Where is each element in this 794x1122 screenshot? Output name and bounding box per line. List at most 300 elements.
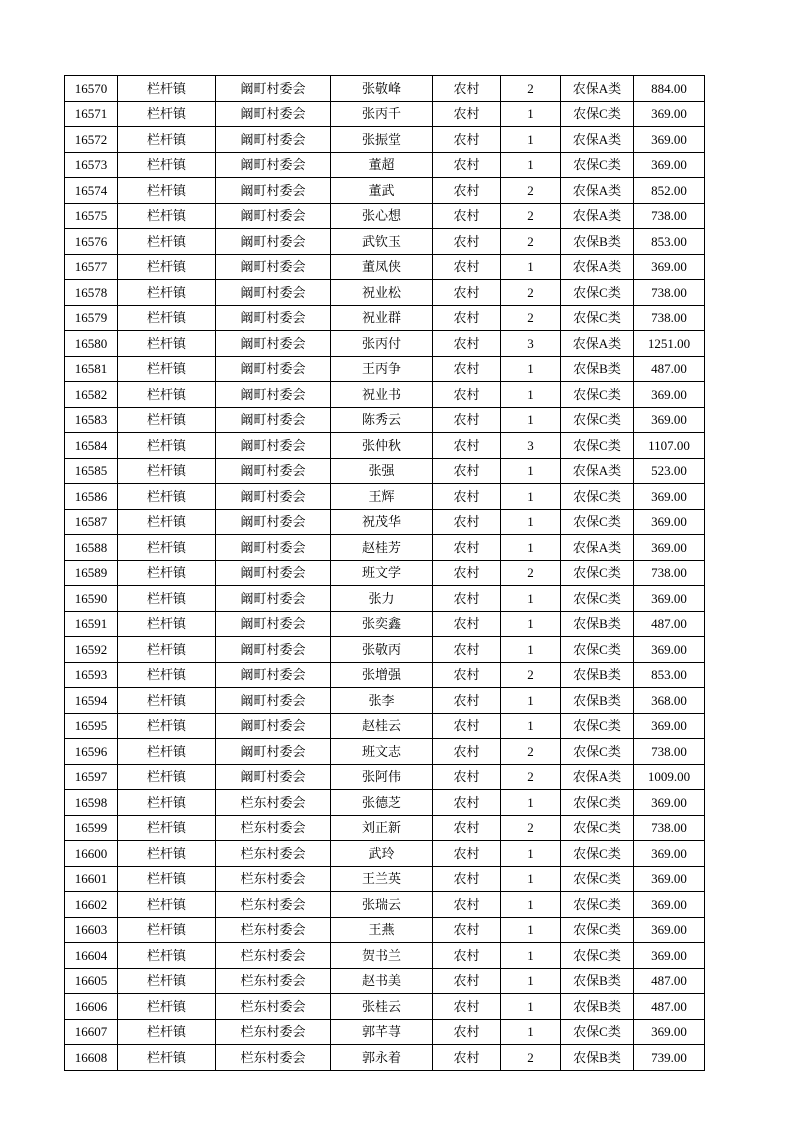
table-cell-town: 栏杆镇 xyxy=(118,637,216,663)
table-cell-village-committee: 阚町村委会 xyxy=(216,662,331,688)
table-cell-village-committee: 阚町村委会 xyxy=(216,433,331,459)
table-cell-person-count: 1 xyxy=(501,484,561,510)
table-cell-person-count: 1 xyxy=(501,611,561,637)
table-row xyxy=(65,560,705,586)
table-cell-id: 16578 xyxy=(65,280,118,306)
table-cell-person-count: 2 xyxy=(501,305,561,331)
table-cell-insurance-category: 农保A类 xyxy=(561,331,634,357)
table-cell-amount: 369.00 xyxy=(634,407,705,433)
table-cell-amount: 853.00 xyxy=(634,662,705,688)
table-cell-residence-type: 农村 xyxy=(433,866,501,892)
table-cell-town: 栏杆镇 xyxy=(118,382,216,408)
table-cell-person-count: 2 xyxy=(501,280,561,306)
table-cell-insurance-category: 农保B类 xyxy=(561,662,634,688)
table-cell-person-count: 2 xyxy=(501,178,561,204)
table-cell-residence-type: 农村 xyxy=(433,382,501,408)
table-cell-person-count: 2 xyxy=(501,1045,561,1071)
table-cell-amount: 1107.00 xyxy=(634,433,705,459)
table-cell-insurance-category: 农保C类 xyxy=(561,943,634,969)
table-row xyxy=(65,152,705,178)
table-cell-insurance-category: 农保C类 xyxy=(561,433,634,459)
table-cell-amount: 852.00 xyxy=(634,178,705,204)
table-cell-id: 16592 xyxy=(65,637,118,663)
table-row xyxy=(65,611,705,637)
table-cell-town: 栏杆镇 xyxy=(118,1045,216,1071)
table-cell-town: 栏杆镇 xyxy=(118,739,216,765)
table-cell-amount: 738.00 xyxy=(634,305,705,331)
table-cell-person-count: 1 xyxy=(501,892,561,918)
table-cell-village-committee: 阚町村委会 xyxy=(216,484,331,510)
table-cell-town: 栏杆镇 xyxy=(118,713,216,739)
table-row xyxy=(65,713,705,739)
table-cell-insurance-category: 农保A类 xyxy=(561,127,634,153)
table-cell-town: 栏杆镇 xyxy=(118,127,216,153)
table-cell-id: 16580 xyxy=(65,331,118,357)
table-row xyxy=(65,1045,705,1071)
table-cell-village-committee: 栏东村委会 xyxy=(216,917,331,943)
table-cell-village-committee: 阚町村委会 xyxy=(216,713,331,739)
table-cell-town: 栏杆镇 xyxy=(118,764,216,790)
table-row xyxy=(65,280,705,306)
table-cell-id: 16593 xyxy=(65,662,118,688)
table-cell-insurance-category: 农保C类 xyxy=(561,586,634,612)
table-row xyxy=(65,815,705,841)
table-cell-town: 栏杆镇 xyxy=(118,229,216,255)
table-row xyxy=(65,356,705,382)
table-cell-village-committee: 栏东村委会 xyxy=(216,815,331,841)
table-cell-amount: 738.00 xyxy=(634,280,705,306)
table-cell-person-name: 班文志 xyxy=(331,739,433,765)
table-cell-person-name: 武玲 xyxy=(331,841,433,867)
table-cell-insurance-category: 农保C类 xyxy=(561,407,634,433)
table-cell-insurance-category: 农保C类 xyxy=(561,152,634,178)
table-cell-amount: 369.00 xyxy=(634,713,705,739)
table-cell-insurance-category: 农保C类 xyxy=(561,637,634,663)
table-cell-town: 栏杆镇 xyxy=(118,790,216,816)
table-cell-insurance-category: 农保B类 xyxy=(561,1045,634,1071)
table-cell-person-name: 董超 xyxy=(331,152,433,178)
table-row xyxy=(65,101,705,127)
table-row xyxy=(65,790,705,816)
table-cell-person-name: 张增强 xyxy=(331,662,433,688)
table-cell-town: 栏杆镇 xyxy=(118,152,216,178)
table-cell-person-name: 董凤侠 xyxy=(331,254,433,280)
table-cell-town: 栏杆镇 xyxy=(118,509,216,535)
table-cell-person-name: 王丙争 xyxy=(331,356,433,382)
table-cell-residence-type: 农村 xyxy=(433,1045,501,1071)
table-cell-person-count: 1 xyxy=(501,637,561,663)
table-row xyxy=(65,866,705,892)
table-cell-person-count: 1 xyxy=(501,790,561,816)
table-cell-person-name: 武钦玉 xyxy=(331,229,433,255)
table-cell-id: 16581 xyxy=(65,356,118,382)
table-cell-village-committee: 阚町村委会 xyxy=(216,76,331,102)
table-cell-town: 栏杆镇 xyxy=(118,458,216,484)
table-row xyxy=(65,127,705,153)
table-cell-id: 16604 xyxy=(65,943,118,969)
table-cell-town: 栏杆镇 xyxy=(118,178,216,204)
table-cell-person-count: 1 xyxy=(501,127,561,153)
table-cell-village-committee: 阚町村委会 xyxy=(216,127,331,153)
table-row xyxy=(65,535,705,561)
table-cell-amount: 487.00 xyxy=(634,994,705,1020)
table-row xyxy=(65,229,705,255)
table-cell-amount: 369.00 xyxy=(634,892,705,918)
table-cell-town: 栏杆镇 xyxy=(118,101,216,127)
table-cell-residence-type: 农村 xyxy=(433,458,501,484)
table-row xyxy=(65,407,705,433)
table-cell-residence-type: 农村 xyxy=(433,433,501,459)
table-cell-person-name: 赵桂芳 xyxy=(331,535,433,561)
table-cell-amount: 369.00 xyxy=(634,127,705,153)
table-cell-person-count: 1 xyxy=(501,688,561,714)
table-cell-person-name: 张敬丙 xyxy=(331,637,433,663)
table-row xyxy=(65,943,705,969)
table-row xyxy=(65,178,705,204)
table-cell-residence-type: 农村 xyxy=(433,356,501,382)
table-cell-person-name: 王燕 xyxy=(331,917,433,943)
table-cell-person-name: 赵桂云 xyxy=(331,713,433,739)
table-cell-amount: 738.00 xyxy=(634,203,705,229)
table-cell-person-count: 1 xyxy=(501,586,561,612)
table-cell-person-name: 陈秀云 xyxy=(331,407,433,433)
table-cell-id: 16588 xyxy=(65,535,118,561)
table-cell-residence-type: 农村 xyxy=(433,713,501,739)
table-cell-village-committee: 阚町村委会 xyxy=(216,535,331,561)
table-cell-insurance-category: 农保C类 xyxy=(561,917,634,943)
table-cell-village-committee: 栏东村委会 xyxy=(216,968,331,994)
table-cell-insurance-category: 农保C类 xyxy=(561,866,634,892)
table-cell-id: 16601 xyxy=(65,866,118,892)
table-cell-insurance-category: 农保A类 xyxy=(561,254,634,280)
table-cell-amount: 739.00 xyxy=(634,1045,705,1071)
table-row xyxy=(65,76,705,102)
table-cell-amount: 369.00 xyxy=(634,1019,705,1045)
table-cell-residence-type: 农村 xyxy=(433,662,501,688)
table-cell-person-count: 1 xyxy=(501,509,561,535)
table-cell-village-committee: 阚町村委会 xyxy=(216,407,331,433)
table-row xyxy=(65,433,705,459)
table-cell-insurance-category: 农保A类 xyxy=(561,203,634,229)
table-row xyxy=(65,586,705,612)
table-cell-residence-type: 农村 xyxy=(433,764,501,790)
table-cell-town: 栏杆镇 xyxy=(118,866,216,892)
table-cell-residence-type: 农村 xyxy=(433,178,501,204)
table-cell-person-name: 张力 xyxy=(331,586,433,612)
table-row xyxy=(65,994,705,1020)
table-row xyxy=(65,968,705,994)
table-cell-id: 16584 xyxy=(65,433,118,459)
table-cell-village-committee: 栏东村委会 xyxy=(216,943,331,969)
table-cell-insurance-category: 农保A类 xyxy=(561,76,634,102)
table-cell-person-count: 2 xyxy=(501,662,561,688)
table-row xyxy=(65,382,705,408)
table-cell-id: 16603 xyxy=(65,917,118,943)
table-cell-person-count: 1 xyxy=(501,254,561,280)
table-cell-person-name: 张仲秋 xyxy=(331,433,433,459)
table-row xyxy=(65,254,705,280)
table-cell-residence-type: 农村 xyxy=(433,815,501,841)
table-row xyxy=(65,1019,705,1045)
table-cell-insurance-category: 农保C类 xyxy=(561,790,634,816)
table-cell-residence-type: 农村 xyxy=(433,203,501,229)
table-cell-residence-type: 农村 xyxy=(433,535,501,561)
table-cell-amount: 369.00 xyxy=(634,254,705,280)
table-cell-village-committee: 阚町村委会 xyxy=(216,509,331,535)
table-row xyxy=(65,739,705,765)
table-cell-village-committee: 阚町村委会 xyxy=(216,637,331,663)
table-cell-id: 16575 xyxy=(65,203,118,229)
table-cell-person-name: 张桂云 xyxy=(331,994,433,1020)
table-cell-village-committee: 栏东村委会 xyxy=(216,866,331,892)
table-cell-person-count: 1 xyxy=(501,535,561,561)
table-cell-village-committee: 阚町村委会 xyxy=(216,178,331,204)
table-cell-insurance-category: 农保C类 xyxy=(561,892,634,918)
table-cell-amount: 369.00 xyxy=(634,535,705,561)
table-cell-town: 栏杆镇 xyxy=(118,892,216,918)
table-cell-person-count: 1 xyxy=(501,994,561,1020)
table-cell-residence-type: 农村 xyxy=(433,994,501,1020)
table-cell-town: 栏杆镇 xyxy=(118,407,216,433)
table-cell-town: 栏杆镇 xyxy=(118,611,216,637)
table-cell-amount: 369.00 xyxy=(634,509,705,535)
table-cell-amount: 738.00 xyxy=(634,739,705,765)
table-cell-amount: 523.00 xyxy=(634,458,705,484)
table-cell-id: 16571 xyxy=(65,101,118,127)
table-cell-person-count: 3 xyxy=(501,331,561,357)
table-cell-id: 16595 xyxy=(65,713,118,739)
table-cell-town: 栏杆镇 xyxy=(118,968,216,994)
table-cell-person-count: 1 xyxy=(501,382,561,408)
table-cell-person-name: 张心想 xyxy=(331,203,433,229)
table-cell-person-count: 1 xyxy=(501,152,561,178)
table-cell-village-committee: 栏东村委会 xyxy=(216,892,331,918)
table-row xyxy=(65,841,705,867)
table-cell-person-count: 1 xyxy=(501,943,561,969)
table-row xyxy=(65,458,705,484)
table-row xyxy=(65,305,705,331)
table-cell-amount: 369.00 xyxy=(634,101,705,127)
table-cell-residence-type: 农村 xyxy=(433,968,501,994)
table-cell-town: 栏杆镇 xyxy=(118,535,216,561)
table-cell-id: 16572 xyxy=(65,127,118,153)
table-cell-town: 栏杆镇 xyxy=(118,662,216,688)
table-cell-person-name: 班文学 xyxy=(331,560,433,586)
table-cell-village-committee: 阚町村委会 xyxy=(216,305,331,331)
table-cell-person-count: 1 xyxy=(501,407,561,433)
table-cell-residence-type: 农村 xyxy=(433,484,501,510)
table-cell-town: 栏杆镇 xyxy=(118,203,216,229)
table-cell-village-committee: 阚町村委会 xyxy=(216,458,331,484)
table-cell-village-committee: 栏东村委会 xyxy=(216,1045,331,1071)
table-cell-person-name: 祝业群 xyxy=(331,305,433,331)
table-cell-town: 栏杆镇 xyxy=(118,586,216,612)
table-cell-id: 16608 xyxy=(65,1045,118,1071)
table-cell-amount: 738.00 xyxy=(634,560,705,586)
table-cell-id: 16579 xyxy=(65,305,118,331)
table-cell-residence-type: 农村 xyxy=(433,892,501,918)
table-cell-village-committee: 阚町村委会 xyxy=(216,611,331,637)
table-cell-person-name: 刘正新 xyxy=(331,815,433,841)
table-cell-residence-type: 农村 xyxy=(433,509,501,535)
table-cell-residence-type: 农村 xyxy=(433,152,501,178)
table-cell-village-committee: 阚町村委会 xyxy=(216,382,331,408)
table-cell-insurance-category: 农保C类 xyxy=(561,739,634,765)
table-cell-town: 栏杆镇 xyxy=(118,305,216,331)
table-cell-amount: 369.00 xyxy=(634,484,705,510)
table-cell-village-committee: 阚町村委会 xyxy=(216,560,331,586)
records-table xyxy=(64,75,705,1071)
table-cell-id: 16600 xyxy=(65,841,118,867)
table-cell-insurance-category: 农保C类 xyxy=(561,484,634,510)
table-cell-amount: 853.00 xyxy=(634,229,705,255)
table-cell-town: 栏杆镇 xyxy=(118,688,216,714)
table-cell-amount: 369.00 xyxy=(634,943,705,969)
table-cell-person-name: 郭永着 xyxy=(331,1045,433,1071)
table-cell-amount: 369.00 xyxy=(634,637,705,663)
table-cell-person-name: 张瑞云 xyxy=(331,892,433,918)
table-cell-residence-type: 农村 xyxy=(433,917,501,943)
table-cell-insurance-category: 农保C类 xyxy=(561,101,634,127)
table-cell-insurance-category: 农保B类 xyxy=(561,968,634,994)
table-cell-insurance-category: 农保B类 xyxy=(561,611,634,637)
table-cell-residence-type: 农村 xyxy=(433,280,501,306)
table-cell-residence-type: 农村 xyxy=(433,1019,501,1045)
table-cell-amount: 368.00 xyxy=(634,688,705,714)
table-cell-id: 16591 xyxy=(65,611,118,637)
table-cell-person-count: 2 xyxy=(501,815,561,841)
table-cell-insurance-category: 农保B类 xyxy=(561,994,634,1020)
table-cell-insurance-category: 农保C类 xyxy=(561,841,634,867)
table-cell-amount: 487.00 xyxy=(634,611,705,637)
table-cell-amount: 369.00 xyxy=(634,382,705,408)
table-cell-residence-type: 农村 xyxy=(433,943,501,969)
table-cell-id: 16597 xyxy=(65,764,118,790)
table-cell-person-name: 张李 xyxy=(331,688,433,714)
table-cell-residence-type: 农村 xyxy=(433,739,501,765)
table-cell-amount: 1009.00 xyxy=(634,764,705,790)
table-cell-insurance-category: 农保B类 xyxy=(561,688,634,714)
table-cell-person-name: 张丙付 xyxy=(331,331,433,357)
table-cell-insurance-category: 农保C类 xyxy=(561,280,634,306)
table-cell-person-name: 王辉 xyxy=(331,484,433,510)
table-cell-person-count: 1 xyxy=(501,841,561,867)
table-row xyxy=(65,917,705,943)
table-cell-id: 16606 xyxy=(65,994,118,1020)
table-cell-amount: 369.00 xyxy=(634,866,705,892)
table-cell-town: 栏杆镇 xyxy=(118,484,216,510)
table-cell-residence-type: 农村 xyxy=(433,560,501,586)
table-cell-village-committee: 阚町村委会 xyxy=(216,688,331,714)
table-cell-person-count: 1 xyxy=(501,458,561,484)
table-cell-residence-type: 农村 xyxy=(433,611,501,637)
table-cell-village-committee: 栏东村委会 xyxy=(216,790,331,816)
table-cell-village-committee: 阚町村委会 xyxy=(216,152,331,178)
table-cell-town: 栏杆镇 xyxy=(118,433,216,459)
table-cell-village-committee: 阚町村委会 xyxy=(216,764,331,790)
table-cell-id: 16607 xyxy=(65,1019,118,1045)
table-cell-id: 16587 xyxy=(65,509,118,535)
table-cell-residence-type: 农村 xyxy=(433,229,501,255)
table-cell-person-name: 张丙千 xyxy=(331,101,433,127)
table-cell-person-count: 1 xyxy=(501,968,561,994)
table-cell-person-count: 2 xyxy=(501,764,561,790)
table-cell-residence-type: 农村 xyxy=(433,305,501,331)
table-cell-village-committee: 阚町村委会 xyxy=(216,586,331,612)
table-cell-id: 16605 xyxy=(65,968,118,994)
table-cell-insurance-category: 农保A类 xyxy=(561,535,634,561)
table-cell-village-committee: 阚町村委会 xyxy=(216,739,331,765)
table-cell-residence-type: 农村 xyxy=(433,688,501,714)
table-cell-residence-type: 农村 xyxy=(433,637,501,663)
table-cell-id: 16598 xyxy=(65,790,118,816)
table-cell-person-name: 张德芝 xyxy=(331,790,433,816)
table-cell-residence-type: 农村 xyxy=(433,76,501,102)
table-cell-id: 16570 xyxy=(65,76,118,102)
table-cell-person-name: 王兰英 xyxy=(331,866,433,892)
table-row xyxy=(65,637,705,663)
table-cell-person-name: 张强 xyxy=(331,458,433,484)
table-row xyxy=(65,892,705,918)
table-cell-residence-type: 农村 xyxy=(433,790,501,816)
table-cell-id: 16573 xyxy=(65,152,118,178)
table-cell-insurance-category: 农保C类 xyxy=(561,382,634,408)
table-cell-insurance-category: 农保C类 xyxy=(561,1019,634,1045)
records-table-body xyxy=(65,76,705,1071)
table-cell-insurance-category: 农保A类 xyxy=(561,458,634,484)
table-cell-amount: 1251.00 xyxy=(634,331,705,357)
table-cell-person-count: 1 xyxy=(501,917,561,943)
table-row xyxy=(65,764,705,790)
table-cell-village-committee: 阚町村委会 xyxy=(216,331,331,357)
table-cell-person-count: 1 xyxy=(501,866,561,892)
table-cell-id: 16574 xyxy=(65,178,118,204)
table-cell-insurance-category: 农保C类 xyxy=(561,560,634,586)
table-cell-id: 16589 xyxy=(65,560,118,586)
table-cell-town: 栏杆镇 xyxy=(118,331,216,357)
table-cell-town: 栏杆镇 xyxy=(118,356,216,382)
table-cell-insurance-category: 农保C类 xyxy=(561,305,634,331)
table-cell-village-committee: 栏东村委会 xyxy=(216,841,331,867)
table-cell-insurance-category: 农保B类 xyxy=(561,229,634,255)
table-cell-insurance-category: 农保A类 xyxy=(561,178,634,204)
table-row xyxy=(65,484,705,510)
table-cell-residence-type: 农村 xyxy=(433,254,501,280)
table-cell-person-count: 1 xyxy=(501,713,561,739)
table-cell-town: 栏杆镇 xyxy=(118,254,216,280)
table-cell-town: 栏杆镇 xyxy=(118,560,216,586)
table-cell-town: 栏杆镇 xyxy=(118,943,216,969)
table-cell-person-count: 1 xyxy=(501,356,561,382)
table-cell-insurance-category: 农保B类 xyxy=(561,356,634,382)
table-cell-amount: 487.00 xyxy=(634,968,705,994)
table-cell-amount: 369.00 xyxy=(634,841,705,867)
table-cell-insurance-category: 农保C类 xyxy=(561,509,634,535)
table-cell-amount: 884.00 xyxy=(634,76,705,102)
table-cell-person-name: 董武 xyxy=(331,178,433,204)
table-cell-person-name: 张奕鑫 xyxy=(331,611,433,637)
table-cell-town: 栏杆镇 xyxy=(118,280,216,306)
table-cell-person-name: 贺书兰 xyxy=(331,943,433,969)
table-cell-id: 16585 xyxy=(65,458,118,484)
table-cell-amount: 369.00 xyxy=(634,152,705,178)
table-cell-person-name: 郭芊荨 xyxy=(331,1019,433,1045)
table-cell-amount: 369.00 xyxy=(634,586,705,612)
table-cell-person-count: 1 xyxy=(501,101,561,127)
table-cell-id: 16586 xyxy=(65,484,118,510)
table-cell-residence-type: 农村 xyxy=(433,407,501,433)
table-cell-amount: 738.00 xyxy=(634,815,705,841)
